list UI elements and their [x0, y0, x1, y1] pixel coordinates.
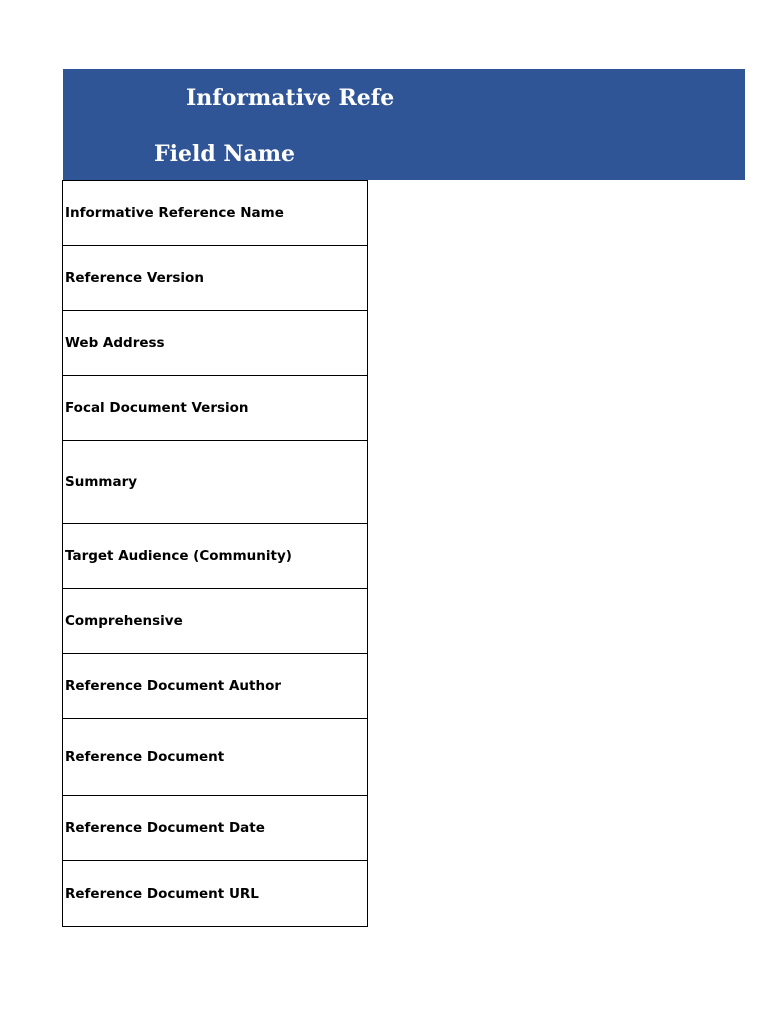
- table-row: Reference Version: [63, 246, 367, 311]
- table-row: Summary: [63, 441, 367, 524]
- column-header-field-name: Field Name: [154, 141, 296, 167]
- table-row: Target Audience (Community): [63, 524, 367, 589]
- table-row: Informative Reference Name: [63, 181, 367, 246]
- field-name-table: [62, 180, 368, 927]
- table-row: Reference Document Date: [63, 796, 367, 861]
- table-row: Reference Document URL: [65, 885, 259, 902]
- table-row: Comprehensive: [63, 589, 367, 654]
- table-row: Reference Document: [63, 719, 367, 796]
- table-title: Informative Refe: [186, 85, 395, 111]
- table-row: Web Address: [63, 311, 367, 376]
- table-row: Focal Document Version: [63, 376, 367, 441]
- table-row: Reference Document Author: [63, 654, 367, 719]
